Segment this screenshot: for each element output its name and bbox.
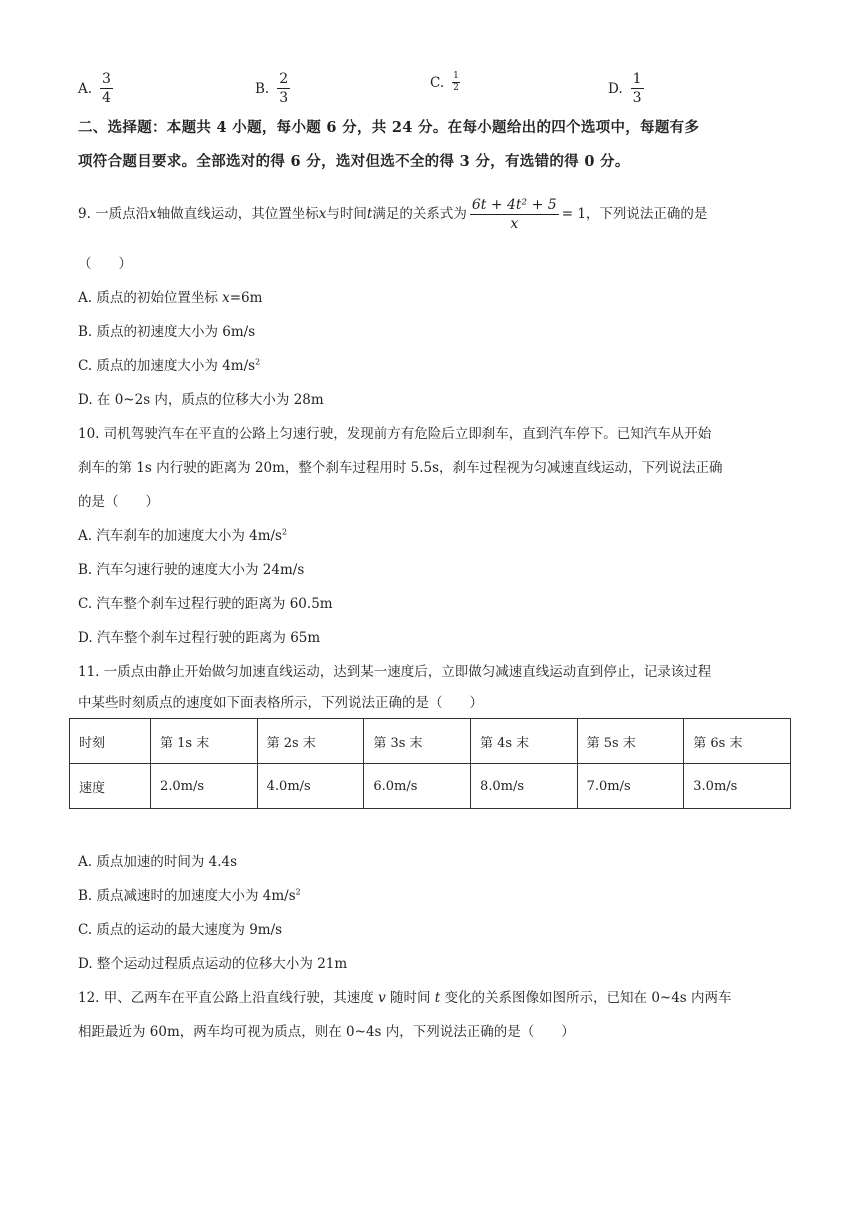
- fraction-denominator: 2: [453, 83, 459, 93]
- table-cell: 第 2s 末: [257, 719, 364, 764]
- superscript: 2: [282, 527, 288, 537]
- q10-option-a: [78, 526, 287, 546]
- q8-option-a: [78, 72, 113, 105]
- q8-option-b-letter: B.: [255, 80, 270, 97]
- table-cell: 速度: [70, 764, 151, 809]
- q12-stem-line-2: 相距最近为 60m，两车均可视为质点，则在 0~4s 内，下列说法正确的是（ ）: [78, 1024, 575, 1040]
- q8-option-c: [430, 72, 460, 93]
- q8-option-a-letter: A.: [78, 80, 93, 97]
- table-cell: 第 5s 末: [577, 719, 684, 764]
- q12-stem-text-c: 变化的关系图像如图所示，已知在 0~4s 内两车: [440, 990, 732, 1006]
- q11-stem-line-2: 中某些时刻质点的速度如下面表格所示，下列说法正确的是（ ）: [78, 695, 483, 711]
- q11-option-b-text: B. 质点减速时的加速度大小为 4m/s: [78, 888, 296, 904]
- q9-formula-fraction: [470, 198, 559, 231]
- q8-option-b-fraction: [277, 72, 290, 105]
- q10-stem-line-3: 的是（ ）: [78, 494, 159, 510]
- q11-option-b: [78, 886, 301, 906]
- q11-option-c: C. 质点的运动的最大速度为 9m/s: [78, 922, 283, 938]
- q11-option-a: A. 质点加速的时间为 4.4s: [78, 854, 238, 870]
- q9-option-d: D. 在 0~2s 内，质点的位移大小为 28m: [78, 392, 324, 408]
- q9-stem-suffix: ，下列说法正确的是: [585, 206, 708, 222]
- fraction-numerator: 1: [453, 71, 459, 81]
- table-cell: 8.0m/s: [470, 764, 577, 809]
- superscript: 2: [255, 357, 261, 367]
- q8-option-c-fraction: [452, 72, 460, 93]
- q10-option-a-text: A. 汽车刹车的加速度大小为 4m/s: [78, 528, 282, 544]
- q9-option-c: [78, 356, 260, 376]
- q11-stem-line-1: 11. 一质点由静止开始做匀加速直线运动，达到某一速度后，立即做匀减速直线运动直到停止，记录该过程: [78, 664, 712, 680]
- table-cell: 3.0m/s: [684, 764, 791, 809]
- q9-stem-text-d: 满足的关系式为: [372, 206, 467, 222]
- q8-option-a-fraction: [100, 72, 113, 105]
- fraction-denominator: 3: [632, 90, 642, 106]
- q10-stem-line-2: 刹车的第 1s 内行驶的距离为 20m，整个刹车过程用时 5.5s，刹车过程视为匀减速直线运动，下列说法正确: [78, 460, 723, 476]
- q9-option-a: [78, 288, 262, 308]
- q9-formula-equals: = 1: [561, 206, 586, 222]
- table-cell: 7.0m/s: [577, 764, 684, 809]
- q9-stem: [78, 192, 707, 236]
- var-t: t: [434, 990, 441, 1006]
- q11-option-d: D. 整个运动过程质点运动的位移大小为 21m: [78, 956, 348, 972]
- table-cell: 6.0m/s: [364, 764, 471, 809]
- var-x: x: [222, 290, 230, 306]
- q9-formula-numerator: 6t + 4t² + 5: [471, 196, 557, 213]
- q9-option-a-value: =6m: [229, 290, 263, 306]
- q10-stem-line-1: 10. 司机驾驶汽车在平直的公路上匀速行驶，发现前方有危险后立即刹车，直到汽车停下。已知汽车从开始: [78, 426, 712, 442]
- q9-option-c-text: C. 质点的加速度大小为 4m/s: [78, 358, 256, 374]
- q12-stem-line-1: [78, 988, 732, 1008]
- superscript: 2: [295, 887, 301, 897]
- q8-option-d: [608, 72, 644, 105]
- table-cell: 时刻: [70, 719, 151, 764]
- table-row: [70, 719, 791, 764]
- q10-option-d: D. 汽车整个刹车过程行驶的距离为 65m: [78, 630, 321, 646]
- var-v: v: [378, 990, 386, 1006]
- table-cell: 4.0m/s: [257, 764, 364, 809]
- q9-option-b: B. 质点的初速度大小为 6m/s: [78, 324, 256, 340]
- fraction-denominator: 4: [102, 90, 111, 106]
- q9-stem-text-c: 与时间: [326, 206, 367, 222]
- q9-formula-denominator: x: [510, 215, 519, 232]
- section-heading-line-1: 二、选择题：本题共 4 小题，每小题 6 分，共 24 分。在每小题给出的四个选项中，每题有多: [78, 119, 700, 136]
- var-x: x: [318, 206, 327, 222]
- q8-option-d-letter: D.: [608, 80, 623, 97]
- q8-option-b: [255, 72, 290, 105]
- q9-answer-paren: （ ）: [78, 256, 132, 272]
- fraction-numerator: 1: [632, 71, 642, 87]
- q9-stem-text-b: 轴做直线运动，其位置坐标: [156, 206, 319, 222]
- q9-option-a-text: A. 质点的初始位置坐标: [78, 290, 223, 306]
- var-t: t: [366, 206, 373, 222]
- var-x: x: [149, 206, 157, 222]
- fraction-numerator: 3: [102, 71, 111, 87]
- velocity-table: [69, 718, 791, 809]
- q9-stem-text-a: 9. 一质点沿: [78, 206, 150, 222]
- q8-option-d-fraction: [631, 72, 644, 105]
- section-heading-line-2: 项符合题目要求。全部选对的得 6 分，选对但选不全的得 3 分，有选错的得 0 分。: [78, 153, 630, 170]
- fraction-numerator: 2: [279, 71, 289, 87]
- table-cell: 2.0m/s: [151, 764, 258, 809]
- q12-stem-text-b: 随时间: [385, 990, 435, 1006]
- table-cell: 第 3s 末: [364, 719, 471, 764]
- table-cell: 第 4s 末: [470, 719, 577, 764]
- q8-option-c-letter: C.: [430, 74, 445, 91]
- fraction-denominator: 3: [279, 90, 289, 106]
- q10-option-c: C. 汽车整个刹车过程行驶的距离为 60.5m: [78, 596, 333, 612]
- table-row: [70, 764, 791, 809]
- table-cell: 第 1s 末: [151, 719, 258, 764]
- q12-stem-text-a: 12. 甲、乙两车在平直公路上沿直线行驶，其速度: [78, 990, 379, 1006]
- table-cell: 第 6s 末: [684, 719, 791, 764]
- q10-option-b: B. 汽车匀速行驶的速度大小为 24m/s: [78, 562, 305, 578]
